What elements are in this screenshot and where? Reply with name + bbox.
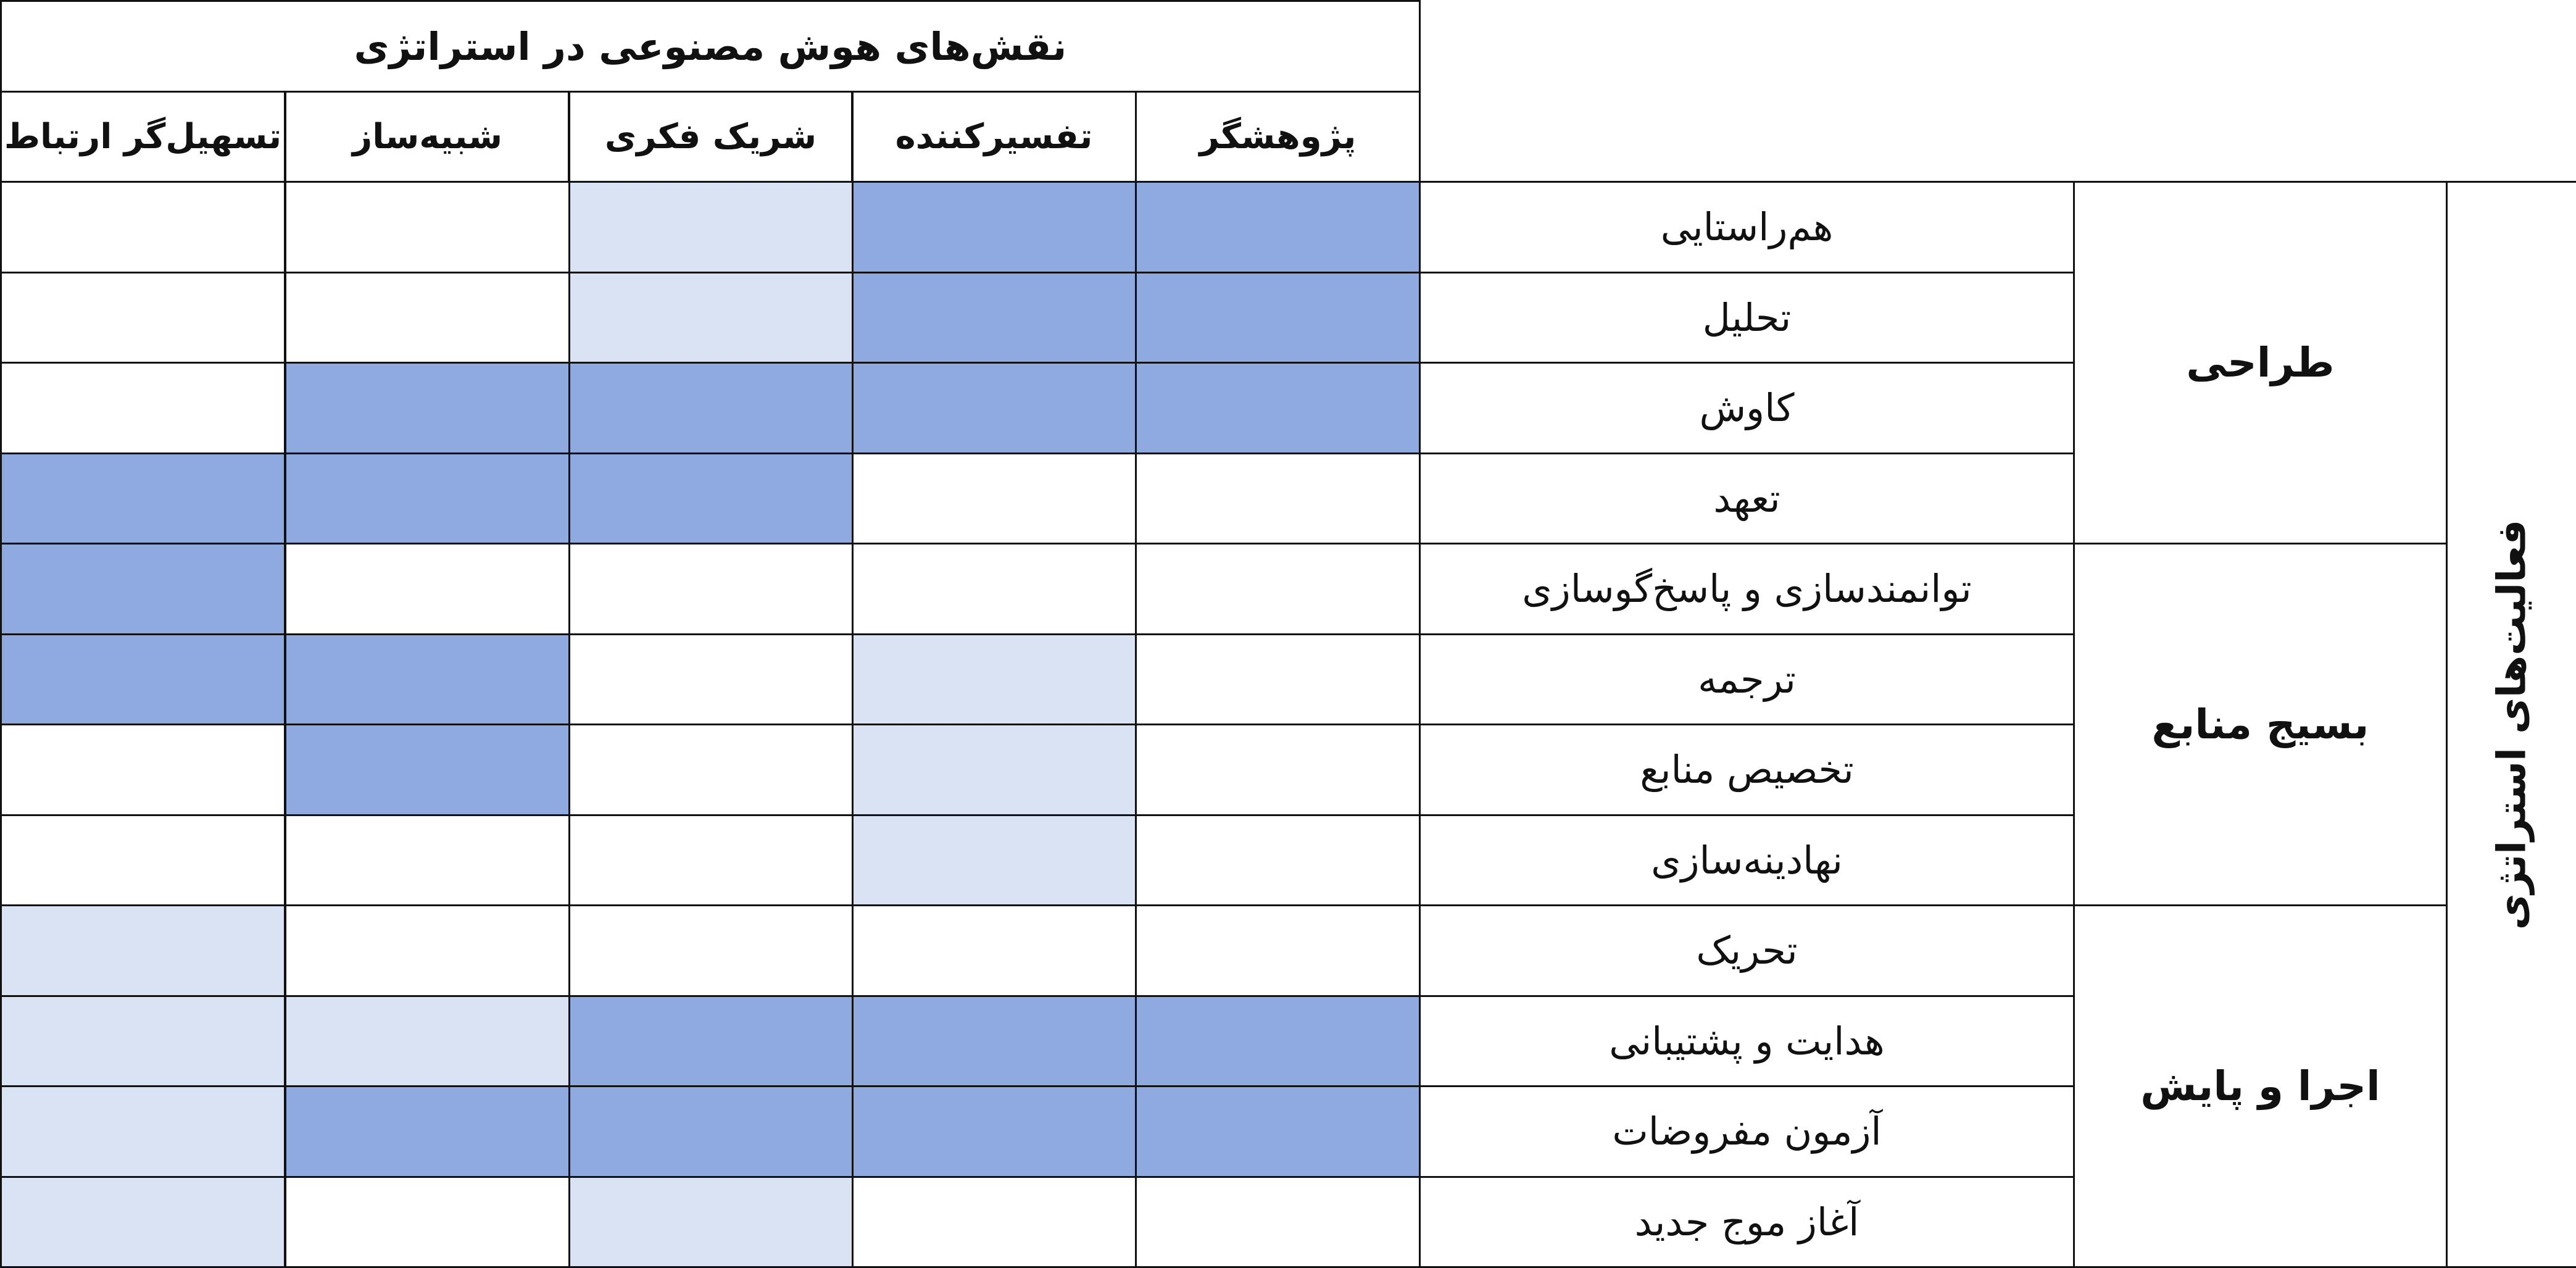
matrix-cell-light bbox=[851, 633, 1137, 726]
matrix-cell-light bbox=[851, 724, 1137, 816]
matrix-cell-none bbox=[851, 543, 1137, 635]
matrix-cell-none bbox=[285, 272, 570, 364]
activity-label: آغاز موج جدید bbox=[1419, 1176, 2075, 1268]
matrix-cell-strong bbox=[1135, 181, 1421, 273]
matrix-cell-strong bbox=[285, 453, 570, 545]
matrix-cell-none bbox=[568, 633, 854, 726]
matrix-cell-none bbox=[0, 181, 286, 273]
matrix-cell-strong bbox=[568, 1085, 854, 1178]
matrix-cell-none bbox=[1135, 904, 1421, 997]
matrix-cell-strong bbox=[285, 724, 570, 816]
matrix-cell-light bbox=[0, 995, 286, 1088]
matrix-cell-strong bbox=[568, 453, 854, 545]
matrix-cell-light bbox=[0, 1085, 286, 1178]
matrix-cell-none bbox=[568, 724, 854, 816]
matrix-cell-none bbox=[0, 814, 286, 907]
matrix-cell-strong bbox=[285, 362, 570, 454]
matrix-cell-none bbox=[0, 272, 286, 364]
role-header-0: پژوهشگر bbox=[1135, 91, 1421, 183]
activities-axis-label bbox=[2446, 181, 2576, 1268]
matrix-cell-strong bbox=[851, 362, 1137, 454]
matrix-cell-strong bbox=[285, 1085, 570, 1178]
matrix-cell-light bbox=[0, 1176, 286, 1268]
matrix-cell-strong bbox=[1135, 362, 1421, 454]
matrix-cell-none bbox=[568, 814, 854, 907]
matrix-cell-none bbox=[851, 1176, 1137, 1268]
group-label-1: بسیج منابع bbox=[2073, 543, 2448, 906]
matrix-cell-strong bbox=[285, 633, 570, 726]
matrix-cell-light bbox=[285, 995, 570, 1088]
group-label-0: طراحی bbox=[2073, 181, 2448, 544]
matrix-cell-strong bbox=[1135, 272, 1421, 364]
matrix-cell-strong bbox=[1135, 1085, 1421, 1178]
activity-label: تعهد bbox=[1419, 453, 2075, 545]
matrix-cell-light bbox=[0, 904, 286, 997]
matrix-cell-none bbox=[568, 904, 854, 997]
matrix-cell-none bbox=[1135, 724, 1421, 816]
activities-axis-label-text: فعالیت‌های استراتژی bbox=[2489, 519, 2535, 930]
activity-label: تحلیل bbox=[1419, 272, 2075, 364]
matrix-cell-strong bbox=[1135, 995, 1421, 1088]
activity-label: توانمندسازی و پاسخ‌گوسازی bbox=[1419, 543, 2075, 635]
matrix-cell-light bbox=[568, 181, 854, 273]
matrix-cell-strong bbox=[851, 272, 1137, 364]
matrix-cell-strong bbox=[0, 453, 286, 545]
matrix-cell-none bbox=[285, 543, 570, 635]
matrix-cell-none bbox=[851, 453, 1137, 545]
matrix-cell-strong bbox=[851, 181, 1137, 273]
activity-label: هم‌راستایی bbox=[1419, 181, 2075, 273]
role-header-3: شبیه‌ساز bbox=[285, 91, 570, 183]
activity-label: کاوش bbox=[1419, 362, 2075, 454]
matrix-cell-light bbox=[851, 814, 1137, 907]
matrix-cell-none bbox=[1135, 453, 1421, 545]
matrix-cell-none bbox=[0, 724, 286, 816]
activity-label: آزمون مفروضات bbox=[1419, 1085, 2075, 1178]
matrix-cell-strong bbox=[568, 362, 854, 454]
activity-label: هدایت و پشتیبانی bbox=[1419, 995, 2075, 1088]
matrix-cell-light bbox=[568, 272, 854, 364]
matrix-cell-strong bbox=[568, 995, 854, 1088]
role-header-2: شریک فکری bbox=[568, 91, 854, 183]
matrix-cell-none bbox=[285, 904, 570, 997]
matrix-title: نقش‌های هوش مصنوعی در استراتژی bbox=[0, 0, 1421, 93]
matrix-cell-none bbox=[851, 904, 1137, 997]
matrix-cell-strong bbox=[0, 633, 286, 726]
matrix-cell-strong bbox=[0, 543, 286, 635]
activity-label: تحریک bbox=[1419, 904, 2075, 997]
matrix-cell-none bbox=[1135, 1176, 1421, 1268]
matrix-cell-strong bbox=[851, 1085, 1137, 1178]
matrix-cell-none bbox=[0, 362, 286, 454]
matrix-cell-none bbox=[1135, 633, 1421, 726]
matrix-cell-none bbox=[285, 181, 570, 273]
role-header-4: تسهیل‌گر ارتباط bbox=[0, 91, 286, 183]
matrix-cell-none bbox=[1135, 543, 1421, 635]
group-label-2: اجرا و پایش bbox=[2073, 904, 2448, 1268]
matrix-cell-none bbox=[568, 543, 854, 635]
matrix-cell-light bbox=[568, 1176, 854, 1268]
matrix-cell-none bbox=[1135, 814, 1421, 907]
activity-label: تخصیص منابع bbox=[1419, 724, 2075, 816]
activity-label: نهادینه‌سازی bbox=[1419, 814, 2075, 907]
activity-label: ترجمه bbox=[1419, 633, 2075, 726]
matrix-cell-none bbox=[285, 1176, 570, 1268]
role-header-1: تفسیرکننده bbox=[851, 91, 1137, 183]
matrix-cell-none bbox=[285, 814, 570, 907]
matrix-cell-strong bbox=[851, 995, 1137, 1088]
